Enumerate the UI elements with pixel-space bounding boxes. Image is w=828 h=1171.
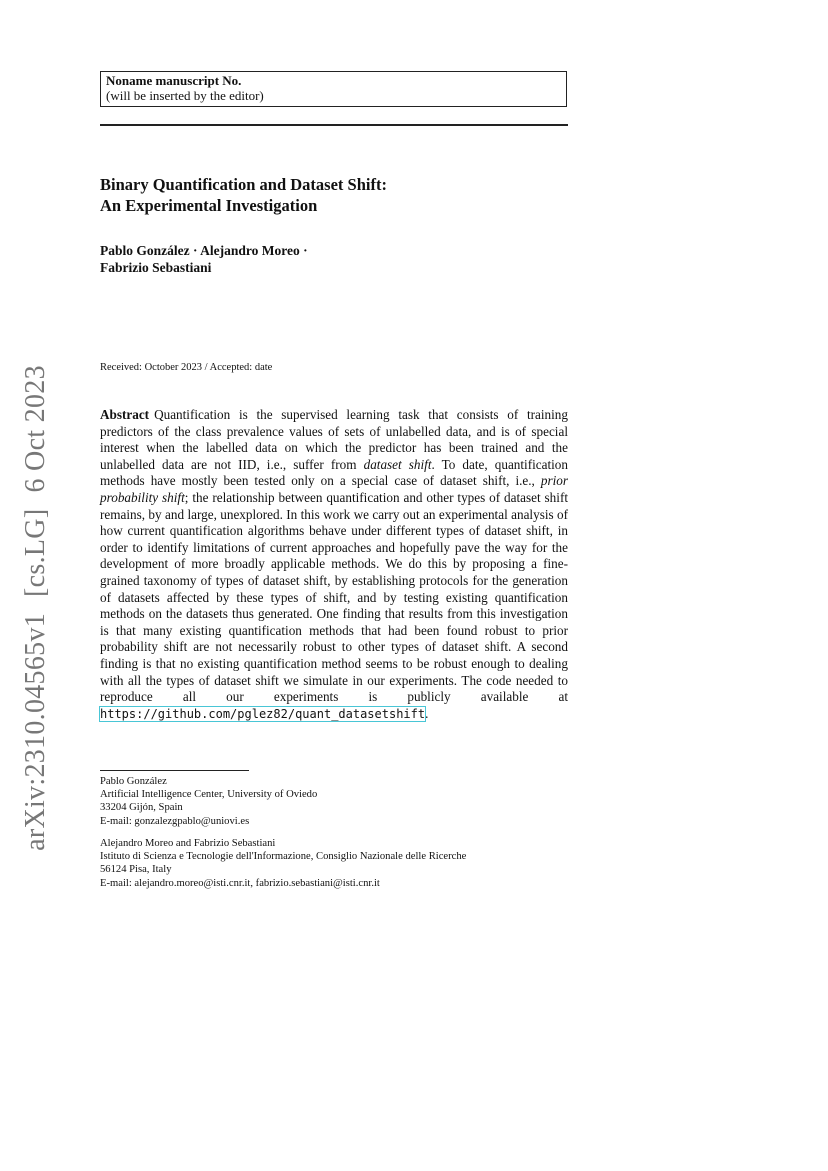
editor-note: (will be inserted by the editor) bbox=[106, 88, 264, 103]
arxiv-id: arXiv:2310.04565v1 bbox=[20, 612, 51, 851]
authors-line-2: Fabrizio Sebastiani bbox=[100, 260, 212, 275]
authors-line-1: Pablo González · Alejandro Moreo · bbox=[100, 243, 308, 258]
title-line-2: An Experimental Investigation bbox=[100, 196, 318, 215]
affiliation-email: E-mail: gonzalezgpablo@uniovi.es bbox=[100, 815, 250, 827]
abstract-text-2: . To date, quantification methods have mostly been tested only on a special case of dataset shift, i.e., bbox=[100, 456, 568, 489]
abstract-emphasis-dataset-shift: dataset shift bbox=[363, 456, 432, 472]
affiliation-institution: Istituto di Scienza e Tecnologie dell'Informazione, Consiglio Nazionale delle Ricerche bbox=[100, 851, 467, 863]
received-date: Received: October 2023 / Accepted: date bbox=[100, 362, 273, 373]
abstract-emphasis-prior-shift: prior probability shift bbox=[100, 473, 568, 505]
editor-box bbox=[100, 71, 567, 107]
abstract-text-3: ; the relationship between quantification and other types of dataset shift remains, by and large, unexplored. In this work we carry out an experimental analysis of how current quantification algorithms behave under different types of dataset shift, in order to identify limitations of current approaches and hopefully pave the way for the development of more broadly applicable methods. We do this by proposing a fine-grained taxonomy of types of dataset shift, by establishing protocols for the generation of datasets affected by these types of shift, and by testing existing quantification methods on the datasets thus generated. One finding that results from this investigation is that many existing quantification methods that had been found robust to prior probability shift are not necessarily robust to other types of dataset shift. A second finding is that no existing quantification method seems to be robust enough to dealing with all the types of dataset shift we simulate in our experiments. The code needed to reproduce all our experiments is publicly available at bbox=[100, 489, 568, 705]
code-repository-link[interactable]: https://github.com/pglez82/quant_datasetshift bbox=[100, 706, 426, 721]
header-rule bbox=[100, 124, 568, 126]
affiliation-block bbox=[100, 775, 568, 828]
manuscript-number-label: Noname manuscript No. bbox=[106, 73, 242, 88]
affiliation-address: 56124 Pisa, Italy bbox=[100, 864, 172, 876]
arxiv-category: [cs.LG] bbox=[20, 508, 51, 597]
paper-title bbox=[100, 174, 568, 216]
abstract-text-1: Quantification is the supervised learning task that consists of training predictors of the class prevalence values of sets of unlabelled data, and is of special interest when the labelled data on which the predictor has been trained and the unlabelled data are not IID, i.e., suffer from bbox=[100, 407, 568, 472]
affiliation-email: E-mail: alejandro.moreo@isti.cnr.it, fabrizio.sebastiani@isti.cnr.it bbox=[100, 877, 380, 889]
arxiv-stamp bbox=[19, 365, 53, 851]
footnote-rule bbox=[100, 770, 249, 771]
title-line-1: Binary Quantification and Dataset Shift: bbox=[100, 175, 387, 194]
author-list bbox=[100, 242, 568, 276]
affiliation-name: Alejandro Moreo and Fabrizio Sebastiani bbox=[100, 838, 276, 849]
abstract-text-end: . bbox=[425, 705, 429, 721]
affiliation-name: Pablo González bbox=[100, 776, 167, 787]
abstract bbox=[100, 407, 568, 722]
abstract-heading: Abstract bbox=[100, 407, 150, 422]
arxiv-date: 6 Oct 2023 bbox=[20, 365, 51, 493]
affiliation-block bbox=[100, 837, 568, 890]
affiliation-address: 33204 Gijón, Spain bbox=[100, 802, 183, 814]
affiliation-institution: Artificial Intelligence Center, University of Oviedo bbox=[100, 789, 318, 801]
